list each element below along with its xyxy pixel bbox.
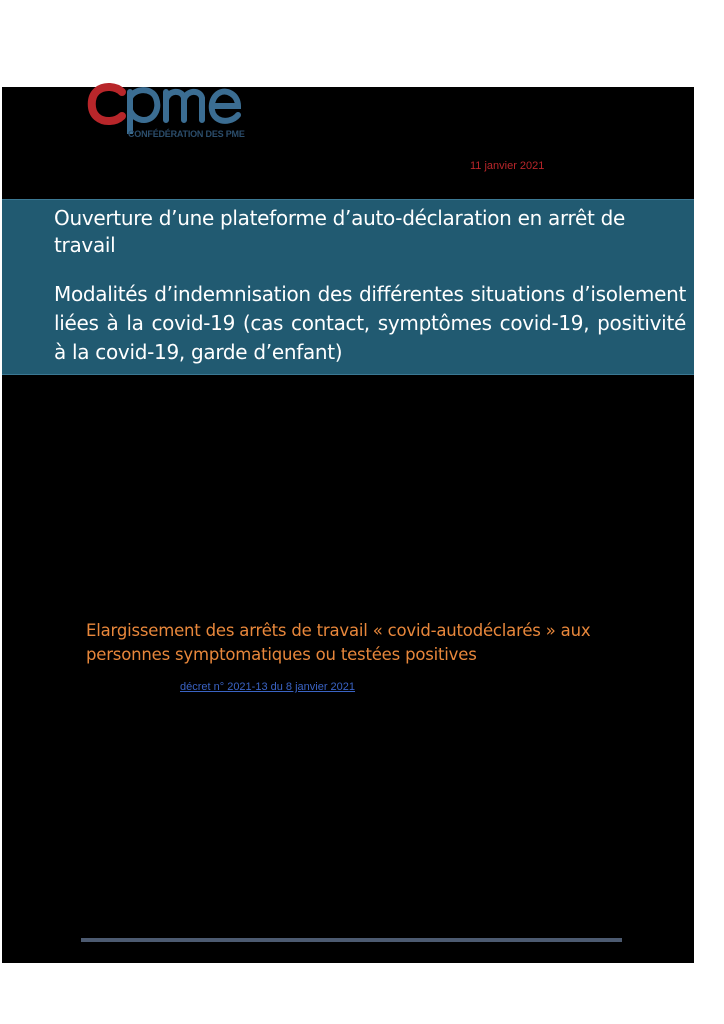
cpme-wordmark-graphic (86, 78, 286, 134)
bottom-divider (81, 938, 622, 942)
document-date: 11 janvier 2021 (470, 160, 545, 172)
title-line-1: Ouverture d’une plateforme d’auto-déclaration en arrêt de travail (54, 206, 626, 257)
decree-link[interactable]: décret n° 2021-13 du 8 janvier 2021 (180, 681, 356, 693)
title-line-2: Modalités d’indemnisation des différentes situations d’isolement liées à la covid-19 (cas contact, symptômes covid-19, positivité à la covid-19, garde d’enfant) (54, 282, 686, 364)
logo-subtitle: CONFÉDÉRATION DES PME (128, 129, 245, 139)
section-heading: Elargissement des arrêts de travail « covid-autodéclarés » aux personnes symptomatiques ou testées positives (86, 621, 591, 664)
